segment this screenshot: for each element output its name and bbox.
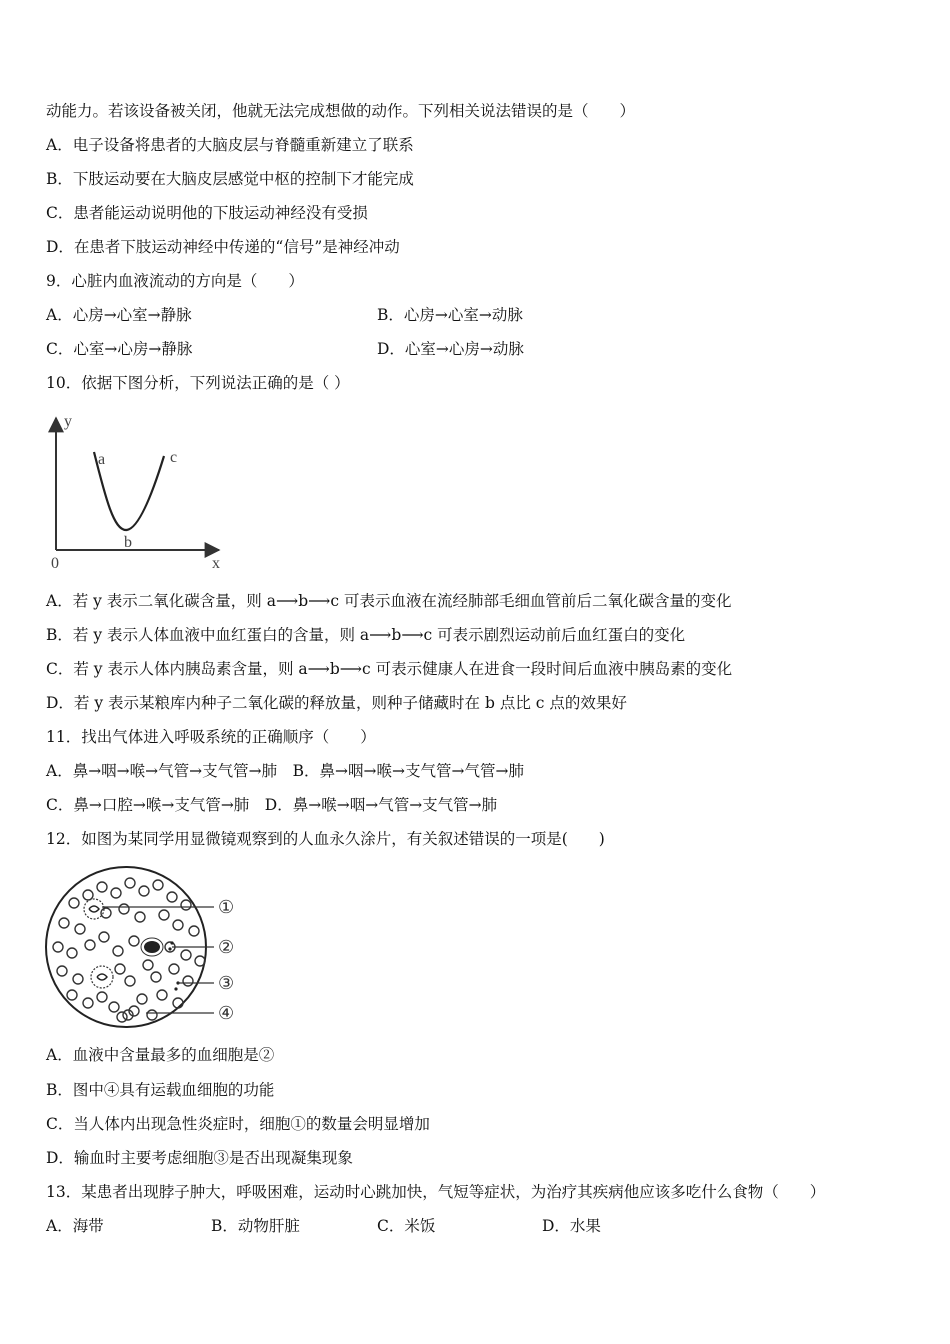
q9-stem: 9．心脏内血液流动的方向是（ ） — [46, 272, 304, 290]
q11-stem: 11．找出气体进入呼吸系统的正确顺序（ ） — [46, 728, 376, 746]
q11-options-cd: C．鼻→口腔→喉→支气管→肺 D．鼻→喉→咽→气管→支气管→肺 — [46, 796, 498, 814]
q10-option-b: B．若 y 表示人体血液中血红蛋白的含量，则 a⟶b⟶c 可表示剧烈运动前后血红蛋白的变化 — [46, 626, 686, 644]
origin-label: 0 — [51, 555, 59, 572]
q13-option-d: D．水果 — [542, 1217, 601, 1235]
q12-option-d: D．输血时主要考虑细胞③是否出现凝集现象 — [46, 1149, 353, 1167]
label-3: ③ — [218, 973, 235, 993]
q13-option-a: A．海带 — [46, 1217, 104, 1235]
q10-option-a: A．若 y 表示二氧化碳含量，则 a⟶b⟶c 可表示血液在流经肺部毛细血管前后二氧化碳含量的变化 — [46, 592, 732, 610]
q8-option-a: A．电子设备将患者的大脑皮层与脊髓重新建立了联系 — [46, 136, 414, 154]
q8-stem-tail: 动能力。若该设备被关闭，他就无法完成想做的动作。下列相关说法错误的是（ ） — [46, 102, 636, 120]
q10-option-d: D．若 y 表示某粮库内种子二氧化碳的释放量，则种子储藏时在 b 点比 c 点的效果好 — [46, 694, 627, 712]
label-2: ② — [218, 937, 235, 957]
point-c-label: c — [170, 449, 178, 466]
q10-option-c: C．若 y 表示人体内胰岛素含量，则 a⟶b⟶c 可表示健康人在进食一段时间后血液中胰岛素的变化 — [46, 660, 733, 678]
q9-option-a: A．心房→心室→静脉 — [46, 306, 192, 324]
q13-option-b: B．动物肝脏 — [211, 1217, 300, 1235]
q9-option-d: D．心室→心房→动脉 — [377, 340, 524, 358]
q9-option-b: B．心房→心室→动脉 — [377, 306, 523, 324]
q8-option-d: D．在患者下肢运动神经中传递的“信号”是神经冲动 — [46, 238, 400, 256]
q10-stem: 10．依据下图分析，下列说法正确的是（ ） — [46, 374, 350, 392]
x-label: x — [212, 555, 220, 572]
point-b-label: b — [124, 534, 132, 551]
q8-option-b: B．下肢运动要在大脑皮层感觉中枢的控制下才能完成 — [46, 170, 414, 188]
label-4: ④ — [218, 1003, 235, 1023]
q12-option-a: A．血液中含量最多的血细胞是② — [46, 1046, 275, 1064]
q13-option-c: C．米饭 — [377, 1217, 436, 1235]
q12-stem: 12．如图为某同学用显微镜观察到的人血永久涂片，有关叙述错误的一项是( ) — [46, 830, 605, 848]
q9-option-c: C．心室→心房→静脉 — [46, 340, 193, 358]
q8-option-c: C．患者能运动说明他的下肢运动神经没有受损 — [46, 204, 368, 222]
y-label: y — [64, 413, 72, 430]
blood-smear-figure — [44, 865, 249, 1030]
q12-option-b: B．图中④具有运载血细胞的功能 — [46, 1081, 275, 1099]
label-1: ① — [218, 897, 235, 917]
q13-stem: 13．某患者出现脖子肿大，呼吸困难，运动时心跳加快，气短等症状，为治疗其疾病他应该多吃什么食物（ ） — [46, 1183, 826, 1201]
q10-graph — [44, 410, 234, 578]
q12-option-c: C．当人体内出现急性炎症时，细胞①的数量会明显增加 — [46, 1115, 430, 1133]
q11-options-ab: A．鼻→咽→喉→气管→支气管→肺 B．鼻→咽→喉→支气管→气管→肺 — [46, 762, 524, 780]
point-a-label: a — [98, 451, 106, 468]
